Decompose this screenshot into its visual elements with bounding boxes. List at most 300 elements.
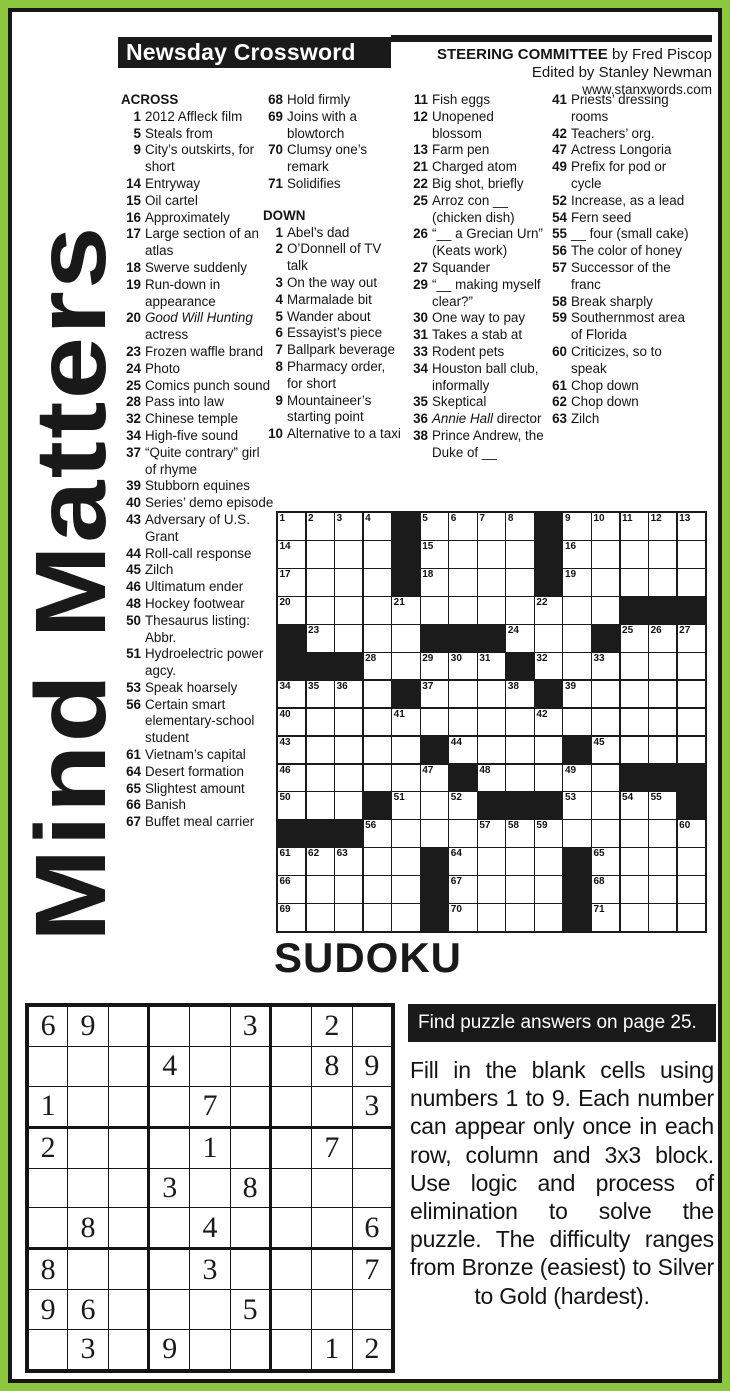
crossword-cell[interactable] [278,792,305,819]
clue-number: 17 [126,226,141,242]
crossword-cell[interactable] [678,541,705,568]
crossword-cell-number: 30 [450,652,462,664]
crossword-cell-number: 54 [622,792,634,804]
crossword-cell[interactable] [392,709,419,736]
crossword-cell[interactable] [278,569,305,596]
crossword-cell[interactable] [278,765,305,792]
sudoku-cell-empty[interactable] [271,1208,312,1249]
crossword-cell[interactable] [649,569,676,596]
crossword-cell[interactable] [364,904,391,931]
crossword-cell[interactable] [421,513,448,540]
crossword-cell[interactable] [307,597,334,624]
crossword-cell[interactable] [478,820,505,847]
crossword-cell[interactable] [592,820,619,847]
crossword-cell[interactable] [592,848,619,875]
crossword-cell[interactable] [678,820,705,847]
clue [121,428,274,445]
crossword-cell[interactable] [307,876,334,903]
crossword-cell[interactable] [621,709,648,736]
crossword-cell[interactable] [335,737,362,764]
crossword-cell[interactable] [592,792,619,819]
crossword-cell[interactable] [307,792,334,819]
crossword-cell[interactable] [364,653,391,680]
crossword-cell[interactable] [278,737,305,764]
crossword-cell-number: 67 [450,876,462,888]
crossword-cell[interactable] [649,904,676,931]
sudoku-cell-empty[interactable] [68,1168,109,1208]
crossword-cell[interactable] [278,541,305,568]
crossword-cell-number: 33 [593,652,605,664]
crossword-cell[interactable] [506,513,533,540]
crossword-cell[interactable] [506,709,533,736]
crossword-cell[interactable] [535,737,562,764]
crossword-cell[interactable] [563,681,590,708]
clue-text: Desert formation [145,763,244,779]
crossword-cell-number: 51 [393,792,405,804]
crossword-block-cell [278,820,305,847]
crossword-cell[interactable] [307,681,334,708]
sudoku-cell-empty[interactable] [271,1290,312,1330]
clue-text: Stubborn equines [145,478,250,494]
clue [547,159,697,193]
crossword-cell[interactable] [563,765,590,792]
crossword-cell[interactable] [535,820,562,847]
clue-number: 36 [413,411,428,427]
crossword-cell[interactable] [335,541,362,568]
crossword-cell[interactable] [621,653,648,680]
crossword-cell[interactable] [364,625,391,652]
crossword-cell[interactable] [678,625,705,652]
sudoku-cell-empty[interactable] [108,1005,149,1046]
clue [121,277,274,311]
crossword-cell[interactable] [563,820,590,847]
sudoku-cell-empty[interactable] [149,1290,190,1330]
crossword-cell[interactable] [649,876,676,903]
crossword-cell[interactable] [449,513,476,540]
sudoku-cell-empty[interactable] [230,1249,271,1290]
sudoku-cell-empty[interactable] [271,1329,312,1371]
crossword-cell[interactable] [364,541,391,568]
sudoku-cell-empty[interactable] [312,1249,353,1290]
crossword-cell[interactable] [421,709,448,736]
crossword-cell[interactable] [678,848,705,875]
crossword-cell[interactable] [364,513,391,540]
sudoku-cell-empty[interactable] [312,1290,353,1330]
sudoku-cell-empty[interactable] [312,1086,353,1127]
crossword-cell[interactable] [621,876,648,903]
crossword-block-cell [392,569,419,596]
crossword-cell[interactable] [307,737,334,764]
crossword-cell[interactable] [592,765,619,792]
crossword-block-cell [421,625,448,652]
crossword-cell[interactable] [335,765,362,792]
clue-text: Arroz con __ (chicken dish) [432,192,515,225]
clue-text: Chinese temple [145,411,239,427]
crossword-cell[interactable] [278,597,305,624]
clue-number: 19 [126,276,141,292]
crossword-cell[interactable] [307,513,334,540]
crossword-cell[interactable] [621,681,648,708]
crossword-cell[interactable] [592,653,619,680]
sudoku-cell-given: 8 [230,1168,271,1208]
crossword-cell[interactable] [392,653,419,680]
sudoku-cell-empty[interactable] [108,1290,149,1330]
crossword-cell[interactable] [335,904,362,931]
sudoku-cell-empty[interactable] [108,1329,149,1371]
crossword-cell[interactable] [678,876,705,903]
crossword-cell[interactable] [649,513,676,540]
sudoku-cell-empty[interactable] [271,1046,312,1086]
crossword-cell[interactable] [592,737,619,764]
sudoku-cell-empty[interactable] [108,1249,149,1290]
crossword-cell[interactable] [449,569,476,596]
sudoku-cell-empty[interactable] [27,1046,68,1086]
crossword-cell[interactable] [278,513,305,540]
crossword-cell[interactable] [278,904,305,931]
crossword-cell[interactable] [449,681,476,708]
sudoku-cell-empty[interactable] [230,1127,271,1168]
crossword-cell[interactable] [449,709,476,736]
crossword-cell[interactable] [364,709,391,736]
sudoku-cell-empty[interactable] [149,1005,190,1046]
sudoku-cell-given: 9 [352,1046,393,1086]
crossword-cell[interactable] [563,541,590,568]
crossword-cell[interactable] [478,904,505,931]
crossword-cell[interactable] [392,737,419,764]
crossword-cell[interactable] [278,848,305,875]
crossword-cell[interactable] [421,569,448,596]
crossword-cell[interactable] [449,597,476,624]
crossword-cell[interactable] [478,737,505,764]
crossword-cell[interactable] [335,681,362,708]
clue-text: Squander [432,259,491,275]
crossword-cell[interactable] [449,848,476,875]
crossword-cell[interactable] [649,541,676,568]
sudoku-row [27,1249,393,1290]
sudoku-cell-empty[interactable] [352,1290,393,1330]
crossword-cell-number: 38 [507,680,519,692]
crossword-cell[interactable] [421,765,448,792]
crossword-cell[interactable] [449,876,476,903]
clue-number: 23 [126,343,141,359]
clue-text: Buffet meal carrier [145,814,255,830]
sudoku-cell-empty[interactable] [312,1208,353,1249]
crossword-cell[interactable] [649,737,676,764]
crossword-cell[interactable] [307,625,334,652]
crossword-cell[interactable] [621,820,648,847]
crossword-cell[interactable] [506,876,533,903]
crossword-cell[interactable] [678,653,705,680]
crossword-cell[interactable] [449,904,476,931]
sudoku-cell-empty[interactable] [271,1005,312,1046]
crossword-cell[interactable] [649,625,676,652]
sudoku-cell-empty[interactable] [352,1168,393,1208]
sudoku-cell-empty[interactable] [68,1127,109,1168]
sudoku-cell-empty[interactable] [149,1086,190,1127]
clue-text: Certain smart elementary-school student [145,696,255,746]
clue [547,226,697,243]
crossword-cell[interactable] [364,765,391,792]
clue [263,325,403,342]
crossword-cell[interactable] [563,792,590,819]
crossword-block-cell [535,541,562,568]
clue-number: 58 [552,293,567,309]
crossword-cell[interactable] [307,709,334,736]
sudoku-cell-empty[interactable] [230,1086,271,1127]
crossword-cell[interactable] [478,653,505,680]
crossword-cell-number: 46 [279,764,291,776]
crossword-cell[interactable] [592,904,619,931]
sudoku-cell-empty[interactable] [190,1329,231,1371]
sudoku-cell-empty[interactable] [271,1168,312,1208]
sudoku-cell-empty[interactable] [68,1086,109,1127]
clue [408,109,546,143]
crossword-cell[interactable] [506,597,533,624]
sudoku-cell-empty[interactable] [149,1127,190,1168]
crossword-cell[interactable] [563,625,590,652]
crossword-cell[interactable] [478,513,505,540]
clue [121,495,274,512]
sudoku-cell-empty[interactable] [312,1168,353,1208]
crossword-cell[interactable] [307,765,334,792]
crossword-cell[interactable] [506,904,533,931]
crossword-cell[interactable] [392,848,419,875]
sudoku-cell-empty[interactable] [271,1127,312,1168]
crossword-cell[interactable] [649,681,676,708]
crossword-cell[interactable] [563,513,590,540]
crossword-cell[interactable] [535,653,562,680]
sudoku-cell-empty[interactable] [149,1208,190,1249]
crossword-cell[interactable] [506,765,533,792]
crossword-cell[interactable] [678,709,705,736]
crossword-cell[interactable] [449,820,476,847]
clue-text: Run-down in appearance [145,276,221,309]
sudoku-cell-empty[interactable] [27,1168,68,1208]
clue [547,193,697,210]
crossword-cell[interactable] [278,681,305,708]
sudoku-cell-empty[interactable] [27,1329,68,1371]
crossword-cell[interactable] [421,541,448,568]
sudoku-cell-empty[interactable] [352,1127,393,1168]
sudoku-cell-empty[interactable] [190,1290,231,1330]
crossword-cell[interactable] [335,792,362,819]
crossword-cell[interactable] [506,541,533,568]
crossword-cell[interactable] [335,848,362,875]
sudoku-cell-empty[interactable] [149,1249,190,1290]
crossword-cell[interactable] [364,597,391,624]
crossword-cell[interactable] [392,876,419,903]
crossword-cell[interactable] [649,653,676,680]
clue [547,344,697,378]
crossword-cell[interactable] [421,681,448,708]
crossword-cell[interactable] [621,848,648,875]
clue-number: 55 [552,226,567,242]
sudoku-cell-empty[interactable] [190,1046,231,1086]
crossword-cell[interactable] [649,848,676,875]
crossword-cell[interactable] [278,709,305,736]
crossword-cell[interactable] [535,876,562,903]
sudoku-cell-given: 3 [352,1086,393,1127]
crossword-cell[interactable] [563,569,590,596]
clue [121,344,274,361]
crossword-cell[interactable] [307,569,334,596]
crossword-cell[interactable] [478,876,505,903]
crossword-cell[interactable] [621,541,648,568]
crossword-cell[interactable] [307,904,334,931]
clue-text: City’s outskirts, for short [145,142,255,175]
crossword-cell[interactable] [478,569,505,596]
crossword-cell[interactable] [592,681,619,708]
sudoku-cell-empty[interactable] [230,1329,271,1371]
sudoku-cell-empty[interactable] [190,1005,231,1046]
crossword-cell[interactable] [506,569,533,596]
clue-text: Series’ demo episode [145,495,274,511]
crossword-cell[interactable] [392,904,419,931]
crossword-cell[interactable] [535,765,562,792]
sudoku-cell-empty[interactable] [108,1127,149,1168]
sudoku-cell-empty[interactable] [190,1168,231,1208]
crossword-cell[interactable] [335,876,362,903]
crossword-cell[interactable] [335,625,362,652]
crossword-cell[interactable] [449,792,476,819]
crossword-cell[interactable] [678,737,705,764]
crossword-cell[interactable] [563,597,590,624]
clue [121,142,274,176]
crossword-cell[interactable] [307,848,334,875]
crossword-cell[interactable] [535,709,562,736]
sudoku-cell-given: 4 [149,1046,190,1086]
sudoku-cell-empty[interactable] [271,1249,312,1290]
crossword-cell[interactable] [421,597,448,624]
sudoku-cell-empty[interactable] [271,1086,312,1127]
crossword-cell[interactable] [649,709,676,736]
clue [408,428,546,462]
crossword-cell[interactable] [478,597,505,624]
clue-text: Approximately [145,209,230,225]
clue-text: Photo [145,360,180,376]
crossword-cell[interactable] [535,848,562,875]
clue [408,411,546,428]
crossword-cell[interactable] [506,625,533,652]
crossword-cell[interactable] [364,681,391,708]
crossword-cell[interactable] [506,820,533,847]
crossword-cell[interactable] [335,597,362,624]
crossword-cell[interactable] [678,569,705,596]
crossword-cell-number: 55 [650,792,662,804]
clue [121,126,274,143]
crossword-cell[interactable] [592,569,619,596]
crossword-cell[interactable] [592,597,619,624]
crossword-cell[interactable] [535,625,562,652]
crossword-cell[interactable] [364,820,391,847]
crossword-cell[interactable] [563,709,590,736]
clue [547,394,697,411]
clue-number: 44 [126,545,141,561]
crossword-cell[interactable] [592,709,619,736]
crossword-cell[interactable] [678,513,705,540]
clue-text: Swerve suddenly [145,259,247,275]
sudoku-cell-empty[interactable] [352,1005,393,1046]
sudoku-cell-empty[interactable] [108,1086,149,1127]
crossword-cell[interactable] [278,876,305,903]
sudoku-cell-empty[interactable] [108,1046,149,1086]
crossword-cell[interactable] [506,681,533,708]
crossword-cell[interactable] [449,737,476,764]
sudoku-cell-empty[interactable] [108,1168,149,1208]
crossword-cell[interactable] [364,848,391,875]
sudoku-cell-empty[interactable] [68,1046,109,1086]
crossword-cell[interactable] [364,569,391,596]
crossword-cell[interactable] [392,625,419,652]
crossword-cell[interactable] [421,792,448,819]
crossword-block-cell [535,513,562,540]
crossword-block-cell [563,904,590,931]
crossword-cell[interactable] [364,737,391,764]
crossword-cell[interactable] [335,569,362,596]
crossword-cell[interactable] [621,737,648,764]
crossword-cell[interactable] [392,820,419,847]
sudoku-cell-empty[interactable] [108,1208,149,1249]
sudoku-cell-empty[interactable] [230,1046,271,1086]
crossword-cell[interactable] [421,820,448,847]
crossword-cell[interactable] [478,848,505,875]
crossword-cell[interactable] [364,876,391,903]
crossword-cell[interactable] [592,876,619,903]
sudoku-cell-empty[interactable] [27,1208,68,1249]
crossword-cell[interactable] [678,681,705,708]
sudoku-cell-given: 7 [352,1249,393,1290]
crossword-cell[interactable] [392,597,419,624]
crossword-cell[interactable] [478,709,505,736]
crossword-cell[interactable] [535,597,562,624]
crossword-cell[interactable] [535,904,562,931]
crossword-cell[interactable] [392,765,419,792]
crossword-cell[interactable] [335,709,362,736]
crossword-cell[interactable] [392,792,419,819]
crossword-cell[interactable] [649,820,676,847]
sudoku-cell-empty[interactable] [68,1249,109,1290]
crossword-cell-number: 27 [679,624,691,636]
clue-text: Oil cartel [145,192,198,208]
crossword-cell[interactable] [621,904,648,931]
crossword-cell-number: 41 [393,708,405,720]
clue [121,260,274,277]
crossword-cell-number: 35 [308,680,320,692]
clue-number: 1 [133,108,141,124]
crossword-cell[interactable] [335,513,362,540]
crossword-cell[interactable] [621,625,648,652]
crossword-cell[interactable] [621,792,648,819]
crossword-cell[interactable] [478,541,505,568]
crossword-cell[interactable] [449,653,476,680]
crossword-cell[interactable] [649,792,676,819]
crossword-cell[interactable] [592,513,619,540]
crossword-cell[interactable] [506,737,533,764]
crossword-cell[interactable] [621,513,648,540]
crossword-cell[interactable] [421,653,448,680]
crossword-cell[interactable] [478,765,505,792]
crossword-cell[interactable] [506,848,533,875]
sudoku-cell-empty[interactable] [230,1208,271,1249]
crossword-cell[interactable] [307,541,334,568]
sudoku-cell-given: 2 [27,1127,68,1168]
crossword-cell[interactable] [563,653,590,680]
crossword-cell[interactable] [478,681,505,708]
crossword-cell[interactable] [592,541,619,568]
crossword-cell[interactable] [678,904,705,931]
crossword-cell[interactable] [449,541,476,568]
crossword-cell[interactable] [621,569,648,596]
